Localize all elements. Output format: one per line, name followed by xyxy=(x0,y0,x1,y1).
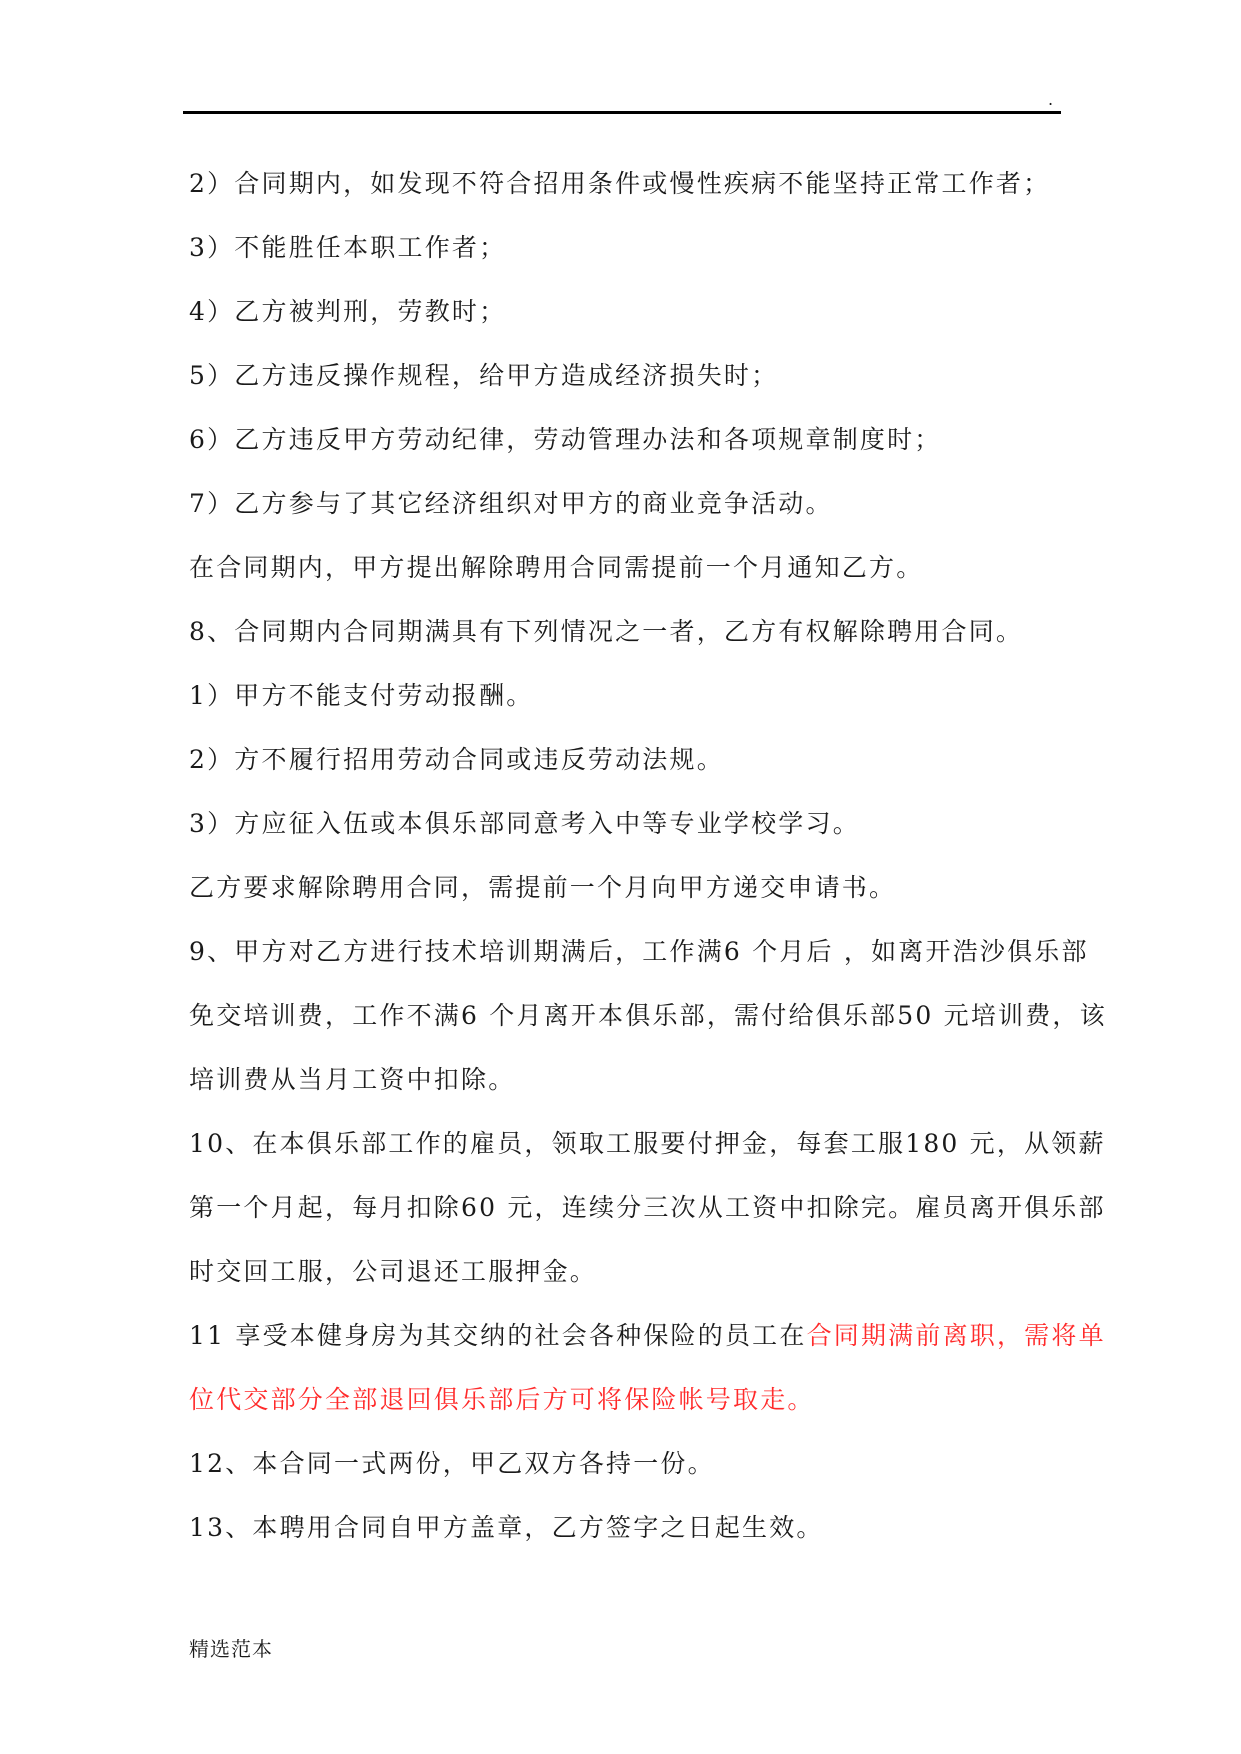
clause-text: 第一个月起，每月扣除60 元，连续分三次从工资中扣除完。雇员离开俱乐部 xyxy=(189,1193,1106,1222)
clause-line xyxy=(189,864,1069,928)
clause-line xyxy=(189,1376,1069,1440)
clause-line xyxy=(189,288,1069,352)
clause-line xyxy=(189,1248,1069,1312)
clause-line xyxy=(189,928,1089,992)
clause-text: 乙方要求解除聘用合同，需提前一个月向甲方递交申请书。 xyxy=(189,873,897,902)
clause-line xyxy=(189,1312,1106,1376)
clause-text: 10、在本俱乐部工作的雇员，领取工服要付押金，每套工服180 元，从领薪 xyxy=(189,1129,1106,1158)
clause-line xyxy=(189,480,1069,544)
clause-line xyxy=(189,672,1069,736)
clause-line xyxy=(189,1120,1106,1184)
clause-line xyxy=(189,544,1069,608)
clause-text: 2）方不履行招用劳动合同或违反劳动法规。 xyxy=(189,745,724,774)
clause-line xyxy=(189,608,1069,672)
clause-text: 9、甲方对乙方进行技术培训期满后，工作满6 个月后 ，如离开浩沙俱乐部 xyxy=(189,937,1089,966)
footer-label: 精选范本 xyxy=(189,1637,273,1661)
clause-line xyxy=(189,736,1069,800)
header-rule xyxy=(183,111,1061,114)
clause-text: 3）方应征入伍或本俱乐部同意考入中等专业学校学习。 xyxy=(189,809,860,838)
clause-line xyxy=(189,224,1069,288)
clause-text: 7）乙方参与了其它经济组织对甲方的商业竞争活动。 xyxy=(189,489,833,518)
highlighted-clause-text: 合同期满前离职，需将单 xyxy=(806,1321,1106,1350)
clause-text: 时交回工服，公司退还工服押金。 xyxy=(189,1257,598,1286)
clause-line xyxy=(189,1440,1069,1504)
clause-line xyxy=(189,1184,1106,1248)
contract-body xyxy=(189,160,1107,1568)
clause-text: 2）合同期内，如发现不符合招用条件或慢性疾病不能坚持正常工作者； xyxy=(189,169,1051,198)
clause-line xyxy=(189,1504,1069,1568)
clause-text: 3）不能胜任本职工作者； xyxy=(189,233,507,262)
clause-text: 培训费从当月工资中扣除。 xyxy=(189,1065,516,1094)
clause-line xyxy=(189,992,1107,1056)
header-mark: . xyxy=(1048,90,1054,109)
clause-text: 1）甲方不能支付劳动报酬。 xyxy=(189,681,534,710)
clause-text: 11 享受本健身房为其交纳的社会各种保险的员工在 xyxy=(189,1321,807,1350)
clause-text: 5）乙方违反操作规程，给甲方造成经济损失时； xyxy=(189,361,779,390)
clause-line xyxy=(189,800,1069,864)
clause-line xyxy=(189,160,1069,224)
clause-line xyxy=(189,1056,1069,1120)
clause-text: 免交培训费，工作不满6 个月离开本俱乐部，需付给俱乐部50 元培训费，该 xyxy=(189,1001,1107,1030)
clause-line xyxy=(189,416,1069,480)
clause-text: 13、本聘用合同自甲方盖章，乙方签字之日起生效。 xyxy=(189,1513,824,1542)
highlighted-clause-text: 位代交部分全部退回俱乐部后方可将保险帐号取走。 xyxy=(189,1385,815,1414)
clause-line xyxy=(189,352,1069,416)
clause-text: 4）乙方被判刑，劳教时； xyxy=(189,297,507,326)
clause-text: 12、本合同一式两份，甲乙双方各持一份。 xyxy=(189,1449,715,1478)
clause-text: 在合同期内，甲方提出解除聘用合同需提前一个月通知乙方。 xyxy=(189,553,924,582)
clause-text: 8、合同期内合同期满具有下列情况之一者，乙方有权解除聘用合同。 xyxy=(189,617,1024,646)
clause-text: 6）乙方违反甲方劳动纪律，劳动管理办法和各项规章制度时； xyxy=(189,425,942,454)
